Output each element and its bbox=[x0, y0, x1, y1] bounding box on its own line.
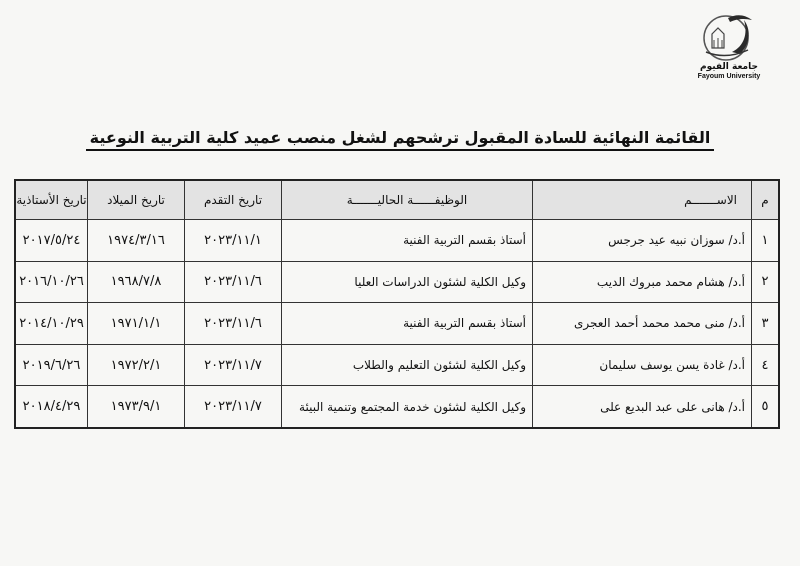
professorship-date: ٢٠١٨/٤/٢٩ bbox=[15, 386, 88, 428]
candidates-table-wrapper bbox=[14, 179, 780, 429]
candidate-name: أ.د/ هانى على عبد البديع على bbox=[533, 386, 752, 428]
page-title bbox=[0, 128, 800, 151]
col-job-header: الوظيفــــــة الحاليـــــــة bbox=[282, 180, 533, 220]
professorship-date: ٢٠١٦/١٠/٢٦ bbox=[15, 261, 88, 303]
applied-date: ٢٠٢٣/١١/١ bbox=[185, 220, 282, 262]
row-number: ١ bbox=[752, 220, 780, 262]
col-professorship-date-header: تاريخ الأستاذية bbox=[15, 180, 88, 220]
applied-date: ٢٠٢٣/١١/٧ bbox=[185, 386, 282, 428]
candidate-name: أ.د/ غادة يسن يوسف سليمان bbox=[533, 344, 752, 386]
row-number: ٥ bbox=[752, 386, 780, 428]
candidate-name: أ.د/ هشام محمد مبروك الديب bbox=[533, 261, 752, 303]
logo-english-text: Fayoum University bbox=[697, 73, 761, 80]
professorship-date: ٢٠١٧/٥/٢٤ bbox=[15, 220, 88, 262]
row-number: ٣ bbox=[752, 303, 780, 345]
col-name-header: الاســـــــم bbox=[533, 180, 752, 220]
table-row bbox=[15, 220, 779, 262]
applied-date: ٢٠٢٣/١١/٧ bbox=[185, 344, 282, 386]
university-logo bbox=[690, 8, 768, 90]
col-birth-date-header: تاريخ الميلاد bbox=[88, 180, 185, 220]
table-row bbox=[15, 344, 779, 386]
birth-date: ١٩٦٨/٧/٨ bbox=[88, 261, 185, 303]
table-row bbox=[15, 303, 779, 345]
candidates-table bbox=[14, 179, 780, 429]
logo-arabic-text: جامعة الفيوم bbox=[700, 62, 758, 72]
birth-date: ١٩٧٣/٩/١ bbox=[88, 386, 185, 428]
birth-date: ١٩٧٢/٢/١ bbox=[88, 344, 185, 386]
professorship-date: ٢٠١٤/١٠/٢٩ bbox=[15, 303, 88, 345]
row-number: ٤ bbox=[752, 344, 780, 386]
page-title-text: القائمة النهائية للسادة المقبول ترشحهم لشغل منصب عميد كلية التربية النوعية bbox=[86, 128, 715, 151]
table-row bbox=[15, 261, 779, 303]
col-number-header: م bbox=[752, 180, 780, 220]
applied-date: ٢٠٢٣/١١/٦ bbox=[185, 303, 282, 345]
candidate-name: أ.د/ منى محمد محمد أحمد العجرى bbox=[533, 303, 752, 345]
table-header-row bbox=[15, 180, 779, 220]
candidate-job: وكيل الكلية لشئون خدمة المجتمع وتنمية البيئة bbox=[282, 386, 533, 428]
university-emblem-icon bbox=[698, 8, 760, 64]
candidate-job: أستاذ بقسم التربية الفنية bbox=[282, 220, 533, 262]
row-number: ٢ bbox=[752, 261, 780, 303]
candidate-name: أ.د/ سوزان نبيه عيد جرجس bbox=[533, 220, 752, 262]
professorship-date: ٢٠١٩/٦/٢٦ bbox=[15, 344, 88, 386]
birth-date: ١٩٧١/١/١ bbox=[88, 303, 185, 345]
table-row bbox=[15, 386, 779, 428]
birth-date: ١٩٧٤/٣/١٦ bbox=[88, 220, 185, 262]
applied-date: ٢٠٢٣/١١/٦ bbox=[185, 261, 282, 303]
candidate-job: وكيل الكلية لشئون الدراسات العليا bbox=[282, 261, 533, 303]
col-applied-date-header: تاريخ التقدم bbox=[185, 180, 282, 220]
candidate-job: أستاذ بقسم التربية الفنية bbox=[282, 303, 533, 345]
candidate-job: وكيل الكلية لشئون التعليم والطلاب bbox=[282, 344, 533, 386]
